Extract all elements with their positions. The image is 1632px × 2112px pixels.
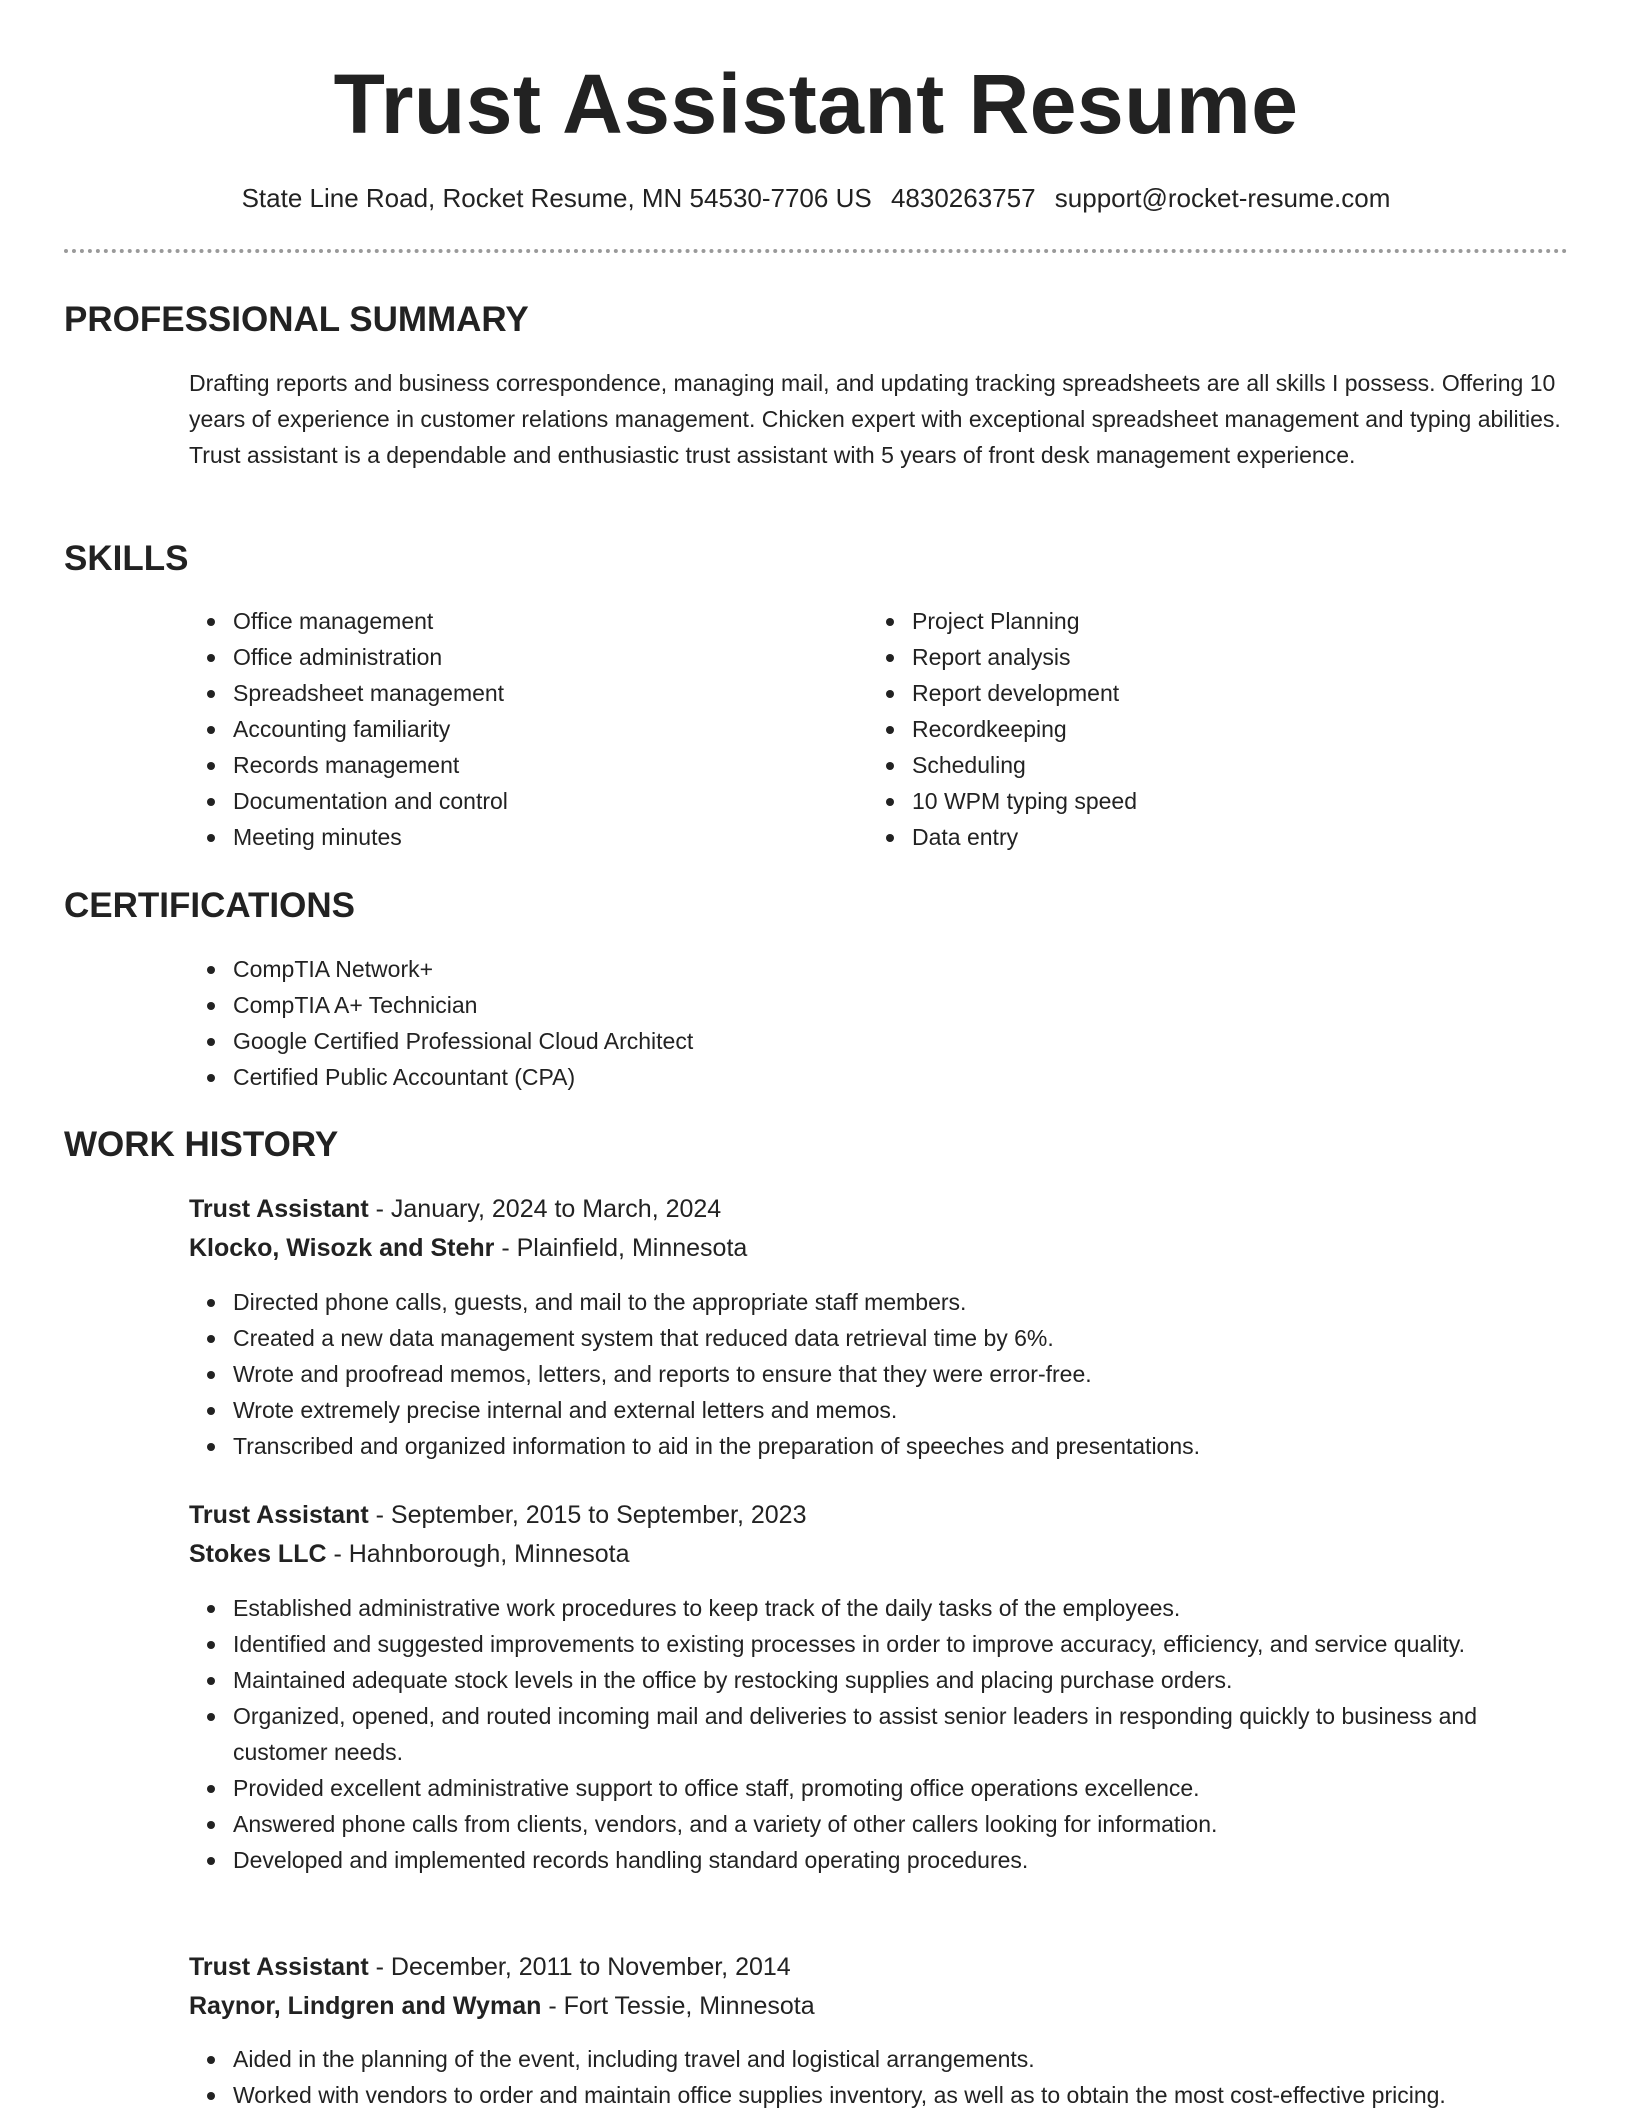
- skill-item: Office administration: [189, 639, 849, 675]
- job-company: Klocko, Wisozk and Stehr: [189, 1234, 495, 1262]
- skill-item: Report development: [868, 675, 1528, 711]
- contact-address: State Line Road, Rocket Resume, MN 54530-7706 US: [241, 183, 872, 213]
- job-company: Stokes LLC: [189, 1540, 327, 1568]
- job-role: Trust Assistant: [189, 1195, 369, 1223]
- resume-title: Trust Assistant Resume: [333, 57, 1299, 151]
- job-company-line: [189, 1230, 747, 1266]
- job-role: Trust Assistant: [189, 1501, 369, 1529]
- contact-email: support@rocket-resume.com: [1054, 183, 1391, 213]
- certification-item: Certified Public Accountant (CPA): [189, 1059, 1569, 1095]
- job-bullets: [189, 1284, 1569, 1464]
- job-location: - Hahnborough, Minnesota: [326, 1540, 630, 1568]
- job-company: Raynor, Lindgren and Wyman: [189, 1992, 542, 2020]
- skill-item: Recordkeeping: [868, 711, 1528, 747]
- section-title-work-history: WORK HISTORY: [64, 1125, 339, 1164]
- job-bullet: Established administrative work procedures to keep track of the daily tasks of the employees.: [189, 1590, 1569, 1626]
- certification-item: Google Certified Professional Cloud Architect: [189, 1023, 1569, 1059]
- skills-list-right: [868, 603, 1528, 855]
- section-title-skills: SKILLS: [64, 539, 189, 578]
- contact-line: [0, 180, 1632, 216]
- job-dates: - December, 2011 to November, 2014: [368, 1953, 791, 1981]
- job-bullet: Answered phone calls from clients, vendors, and a variety of other callers looking for information.: [189, 1806, 1569, 1842]
- skill-item: Spreadsheet management: [189, 675, 849, 711]
- certification-item: CompTIA A+ Technician: [189, 987, 1569, 1023]
- contact-phone: 4830263757: [890, 183, 1036, 213]
- skill-item: Documentation and control: [189, 783, 849, 819]
- skill-item: Report analysis: [868, 639, 1528, 675]
- job-bullets: [189, 1590, 1569, 1878]
- job-bullet: Developed and implemented records handling standard operating procedures.: [189, 1842, 1569, 1878]
- skill-item: Scheduling: [868, 747, 1528, 783]
- skill-item: Data entry: [868, 819, 1528, 855]
- job-location: - Fort Tessie, Minnesota: [541, 1992, 815, 2020]
- skill-item: Meeting minutes: [189, 819, 849, 855]
- job-bullet: Transcribed and organized information to aid in the preparation of speeches and presentations.: [189, 1428, 1569, 1464]
- job-role: Trust Assistant: [189, 1953, 369, 1981]
- job-title-line: [189, 1497, 806, 1533]
- job-company-line: [189, 1536, 630, 1572]
- section-title-certifications: CERTIFICATIONS: [64, 886, 356, 925]
- job-bullet: Directed phone calls, guests, and mail to the appropriate staff members.: [189, 1284, 1569, 1320]
- job-bullet: Maintained adequate stock levels in the office by restocking supplies and placing purchase orders.: [189, 1662, 1569, 1698]
- skill-item: Project Planning: [868, 603, 1528, 639]
- job-dates: - September, 2015 to September, 2023: [368, 1501, 807, 1529]
- job-bullet: Provided excellent administrative support to office staff, promoting office operations excellence.: [189, 1770, 1569, 1806]
- skills-list-left: [189, 603, 849, 855]
- job-bullet: Organized, opened, and routed incoming mail and deliveries to assist senior leaders in responding quickly to business and customer needs.: [189, 1698, 1569, 1770]
- summary-text: Drafting reports and business correspondence, managing mail, and updating tracking spreadsheets are all skills I possess. Offering 10 years of experience in customer relations management. Chicken expert with exceptional spreadsheet management and typing abilities. Trust assistant is a dependable and enthusiastic trust assistant with 5 years of front desk management experience.: [189, 370, 1561, 468]
- skill-item: Records management: [189, 747, 849, 783]
- job-bullet: Worked with vendors to order and maintain office supplies inventory, as well as to obtain the most cost-effective pricing.: [189, 2077, 1609, 2112]
- job-company-line: [189, 1988, 815, 2024]
- job-bullet: Aided in the planning of the event, including travel and logistical arrangements.: [189, 2041, 1609, 2077]
- job-bullet: Wrote extremely precise internal and external letters and memos.: [189, 1392, 1569, 1428]
- job-bullet: Created a new data management system that reduced data retrieval time by 6%.: [189, 1320, 1569, 1356]
- job-bullet: Identified and suggested improvements to existing processes in order to improve accuracy, efficiency, and service quality.: [189, 1626, 1569, 1662]
- job-location: - Plainfield, Minnesota: [494, 1234, 748, 1262]
- job-title-line: [189, 1191, 721, 1227]
- certification-item: CompTIA Network+: [189, 951, 1569, 987]
- skill-item: Office management: [189, 603, 849, 639]
- job-dates: - January, 2024 to March, 2024: [368, 1195, 722, 1223]
- job-title-line: [189, 1949, 791, 1985]
- job-bullet: Wrote and proofread memos, letters, and reports to ensure that they were error-free.: [189, 1356, 1569, 1392]
- job-bullets: [189, 2041, 1609, 2112]
- certifications-list: [189, 951, 1569, 1095]
- section-title-summary: PROFESSIONAL SUMMARY: [64, 300, 529, 339]
- skill-item: Accounting familiarity: [189, 711, 849, 747]
- header-divider: [64, 249, 1568, 253]
- skill-item: 10 WPM typing speed: [868, 783, 1528, 819]
